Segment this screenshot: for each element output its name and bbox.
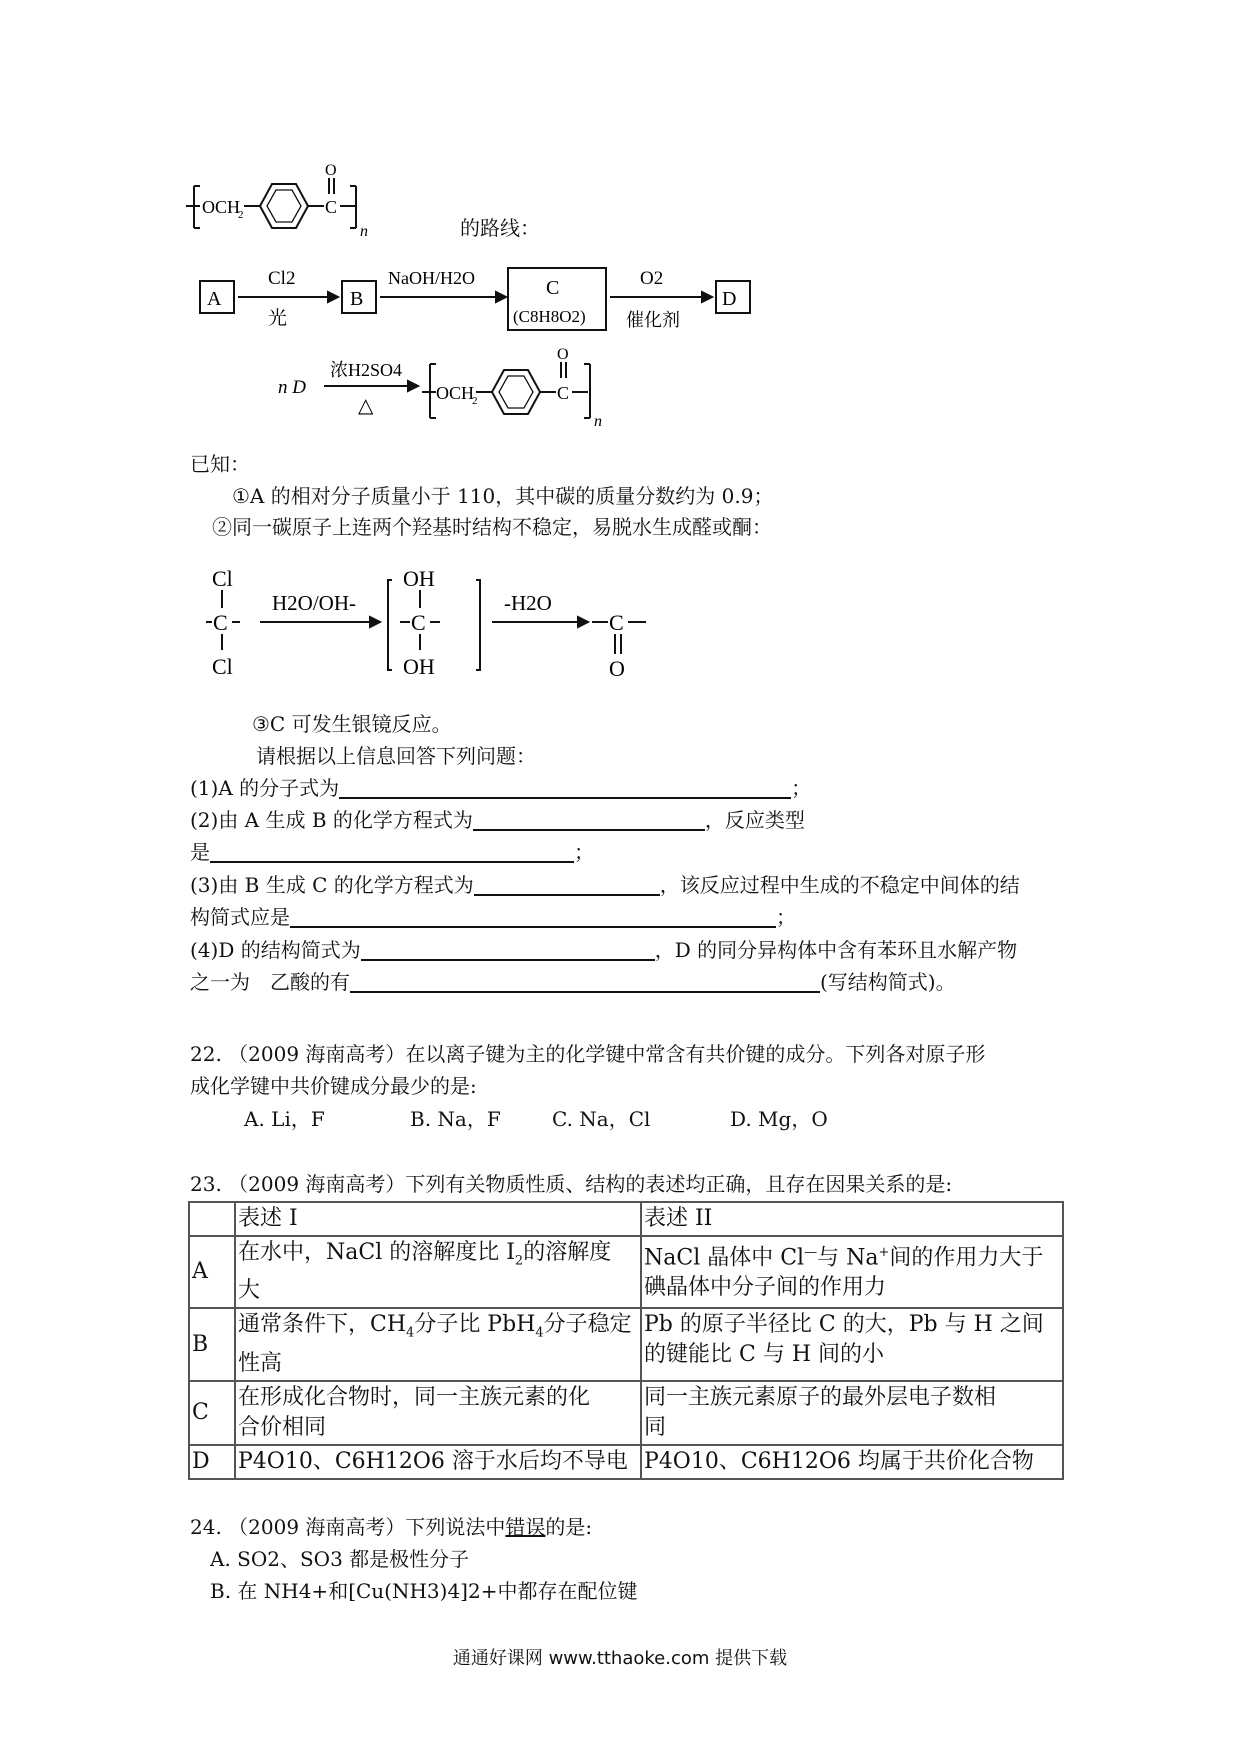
question-1 (190, 774, 811, 802)
table-row[interactable] (189, 1381, 1063, 1445)
q22-line2: 成化学键中共价键成分最少的是: (190, 1074, 477, 1098)
polymer2-n: n (594, 413, 602, 430)
q3-equation-blank[interactable] (474, 874, 660, 896)
hydro-reagent-2: -H2O (504, 591, 552, 615)
polymer2-carbonyl-c: C (557, 383, 570, 403)
compound-a: A (207, 288, 222, 310)
hydro-c-1: C (213, 610, 228, 635)
reagent-o2: O2 (640, 268, 664, 289)
hydro-cl-top: Cl (212, 566, 233, 591)
row-key-a: A (189, 1236, 235, 1308)
q2-equation-blank[interactable] (473, 809, 705, 831)
q22-option-b[interactable]: B. Na，F (410, 1107, 501, 1131)
reagent-h2so4: 浓H2SO4 (330, 360, 403, 380)
polymer-carbonyl-o: O (325, 162, 337, 179)
q22-option-d[interactable]: D. Mg，O (730, 1107, 828, 1131)
q3-text-c: 构简式应是 (190, 905, 290, 929)
q1-answer-blank[interactable] (339, 777, 791, 799)
condition-heat: △ (358, 395, 374, 417)
row-a-statement-2: NaCl 晶体中 Cl—与 Na+间的作用力大于 碘晶体中分子间的作用力 (641, 1236, 1063, 1308)
row-a-statement-1: 在水中，NaCl 的溶解度比 $I_2$的溶解度 大 (235, 1236, 641, 1308)
q22-option-a[interactable]: A. Li，F (244, 1107, 325, 1131)
q1-text: (1)A 的分子式为 (190, 776, 340, 800)
compound-d: D (722, 288, 737, 310)
polymer2-carbonyl-o: O (557, 348, 569, 363)
hydro-c-3: C (609, 610, 624, 635)
reagent-cl2: Cl2 (268, 268, 296, 289)
row-b-statement-2: Pb 的原子半径比 C 的大，Pb 与 H 之间 的键能比 C 与 H 间的小 (641, 1308, 1063, 1380)
q22-line1: 22. （2009 海南高考）在以离子键为主的化学键中常含有共价键的成分。下列各对原子形 (190, 1042, 986, 1066)
condition-light: 光 (268, 308, 288, 329)
table-header-empty (189, 1202, 235, 1236)
condition-catalyst: 催化剂 (626, 310, 680, 330)
reaction-scheme (190, 256, 770, 346)
question-prompt: 请根据以上信息回答下列问题： (256, 744, 536, 768)
q3-intermediate-blank[interactable] (290, 906, 776, 928)
compound-b: B (350, 288, 364, 310)
polymer2-och-label: OCH (436, 383, 475, 403)
q2-end: ； (574, 840, 594, 864)
q3-text-b: ，该反应过程中生成的不稳定中间体的结 (659, 873, 1020, 897)
question-2-line2 (190, 838, 594, 866)
polymer-carbonyl-c: C (325, 197, 338, 217)
q4-text-b: ，D 的同分异构体中含有苯环且水解产物 (654, 938, 1018, 962)
known-item-2: ②同一碳原子上连两个羟基时结构不稳定，易脱水生成醛或酮： (212, 515, 772, 539)
q23-table (188, 1201, 1064, 1480)
q4-text-a: (4)D 的结构简式为 (190, 938, 361, 962)
hydro-o: O (609, 656, 625, 681)
row-key-d: D (189, 1445, 235, 1479)
q24-line1: 24. （2009 海南高考）下列说法中错误的是: (190, 1515, 593, 1539)
question-4-line1 (190, 936, 1017, 964)
reactant-nd: n D (278, 377, 306, 398)
question-4-line2 (190, 968, 956, 996)
polymer-sub: 2 (238, 209, 244, 221)
q4-isomers-blank[interactable] (350, 971, 820, 993)
table-header-statement-1: 表述 I (235, 1202, 641, 1236)
q3-end: ； (776, 905, 796, 929)
hydro-cl-bottom: Cl (212, 654, 233, 679)
row-key-b: B (189, 1308, 235, 1380)
q2-text-b: ，反应类型 (704, 808, 805, 832)
q22-option-c[interactable]: C. Na，Cl (552, 1107, 651, 1131)
row-c-statement-1: 在形成化合物时，同一主族元素的化 合价相同 (235, 1381, 641, 1445)
q2-text-c: 是 (190, 840, 210, 864)
row-b-statement-1: 通常条件下，$CH_4$分子比 PbH$_4$分子稳定 性高 (235, 1308, 641, 1380)
hydro-c-2: C (411, 610, 426, 635)
q2-text-a: (2)由 A 生成 B 的化学方程式为 (190, 808, 473, 832)
row-key-c: C (189, 1381, 235, 1445)
table-header-statement-2: 表述 II (641, 1202, 1063, 1236)
table-row[interactable] (189, 1308, 1063, 1380)
q24-emphasis: 错误 (505, 1515, 546, 1539)
q1-end: ； (791, 776, 812, 800)
q4-text-c: 之一为 乙酸的有 (190, 970, 350, 994)
polymer2-sub: 2 (472, 395, 478, 407)
hydrolysis-scheme (200, 560, 680, 690)
table-header-row (189, 1202, 1063, 1236)
q23-line1: 23. （2009 海南高考）下列有关物质性质、结构的表述均正确，且存在因果关系的是: (190, 1172, 953, 1196)
hydro-reagent-1: H2O/OH- (272, 591, 356, 615)
polymer-och-label: OCH (202, 197, 241, 217)
route-suffix: 的路线： (460, 216, 540, 240)
row-d-statement-1: P4O10、C6H12O6 溶于水后均不导电 (235, 1445, 641, 1479)
row-c-statement-2: 同一主族元素原子的最外层电子数相 同 (641, 1381, 1063, 1445)
q2-type-blank[interactable] (210, 841, 574, 863)
reagent-naoh: NaOH/H2O (388, 268, 475, 288)
table-row[interactable] (189, 1445, 1063, 1479)
known-item-3: ③C 可发生银镜反应。 (252, 712, 452, 736)
q4-text-d: (写结构简式)。 (820, 970, 956, 994)
page-footer: 通通好课网 www.tthaoke.com 提供下载 (452, 1648, 788, 1669)
q4-structure-blank[interactable] (361, 939, 655, 961)
compound-c: C (546, 277, 560, 299)
polymer-n: n (360, 223, 368, 238)
table-row[interactable] (189, 1236, 1063, 1308)
question-3-line1 (190, 871, 1020, 899)
known-item-1: ①A 的相对分子质量小于 110，其中碳的质量分数约为 0.9； (232, 484, 774, 508)
hydro-oh-bottom: OH (403, 654, 435, 679)
known-title: 已知： (190, 452, 250, 476)
q24-option-a[interactable]: A. SO2、SO3 都是极性分子 (210, 1547, 470, 1571)
compound-c-formula: (C8H8O2) (513, 307, 586, 326)
row-d-statement-2: P4O10、C6H12O6 均属于共价化合物 (641, 1445, 1063, 1479)
q3-text-a: (3)由 B 生成 C 的化学方程式为 (190, 873, 474, 897)
question-2-line1 (190, 806, 805, 834)
q24-option-b[interactable]: B. 在 NH4+和[Cu(NH3)4]2+中都存在配位键 (210, 1579, 638, 1603)
hydro-oh-top: OH (403, 566, 435, 591)
question-3-line2 (190, 903, 796, 931)
polymer-structure-top (186, 158, 446, 238)
polymerization-step (278, 348, 678, 430)
